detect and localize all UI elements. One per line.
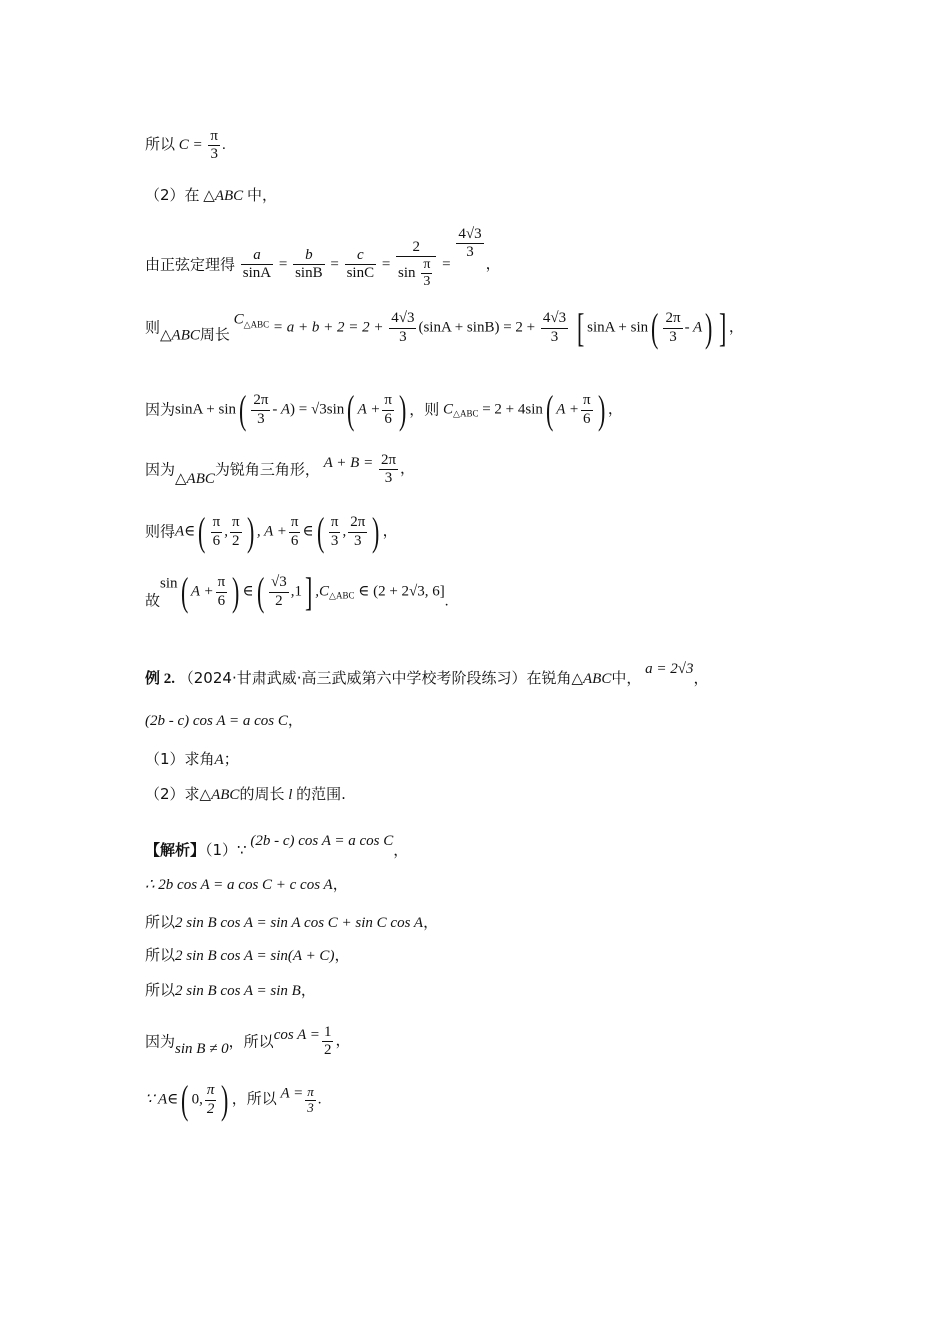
- text: （2）求△: [145, 785, 212, 803]
- fraction: $\frac{b}{\sin B}$: [295, 247, 323, 282]
- text: （2024·甘肃武威·高三武威第六中学校考阶段练习）在锐角△: [178, 669, 584, 687]
- math: 2 sin B cos A = sin A cos C + sin C cos A: [175, 915, 424, 931]
- example-2-header: 例 2. （2024·甘肃武威·高三武威第六中学校考阶段练习）在锐角△ABC中， a = 2√3，: [145, 661, 709, 687]
- line-acute: 因为△ABC为锐角三角形， A + B = $\frac{2\pi}{3}$ ，: [145, 452, 416, 488]
- question-2: （2）求△ABC的周长 l 的范围.: [145, 785, 346, 803]
- fraction: $\frac{a}{\sin A}$: [242, 247, 272, 282]
- example-2-condition: (2b - c) cos A = a cos C，: [145, 713, 303, 729]
- fraction: $\frac{4√3}{3}$: [458, 226, 482, 261]
- line-result-C: 所以 C = $\frac{\pi}{3}$ .: [145, 128, 226, 163]
- math: 2 sin B cos A = sin(A + C): [175, 948, 335, 964]
- fraction: $\frac{c}{\sin C}$: [346, 247, 375, 282]
- text: 周长: [199, 325, 230, 344]
- text: 故: [145, 591, 161, 610]
- text: 所以: [145, 135, 176, 154]
- fraction: 2 sin $\frac{\pi}{3}$: [396, 239, 436, 290]
- text: ，则: [409, 400, 440, 419]
- example-label: 例 2.: [145, 671, 176, 687]
- solution-label: 【解析】: [145, 841, 206, 859]
- math: 2 sin B cos A = sin B: [175, 983, 301, 999]
- math: C =: [178, 137, 203, 154]
- math: (2b - c) cos A = a cos C: [145, 713, 288, 729]
- math: ∴ 2b cos A = a cos C + c cos A: [145, 877, 333, 893]
- text: 为锐角三角形，: [214, 460, 320, 479]
- solution-step-6: ∵ A∈( 0, $\frac{\pi}{2}$ ) ，所以 A = $\frac{\pi}{3}$ .: [145, 1077, 322, 1122]
- fraction: $\frac{2\pi}{3}$: [380, 452, 397, 487]
- line-sine-law: 由正弦定理得 $\frac{a}{\sin A}$ = $\frac{b}{\sin B}$ = $\frac{c}{\sin C}$ = 2 sin $\frac{\pi}{3}$ = $\frac{4√3}{3}$ ，: [145, 226, 501, 290]
- fraction: $\frac{\pi}{3}$: [210, 128, 218, 163]
- line-part2-intro: [145, 188, 277, 204]
- triangle-symbol: △: [203, 188, 215, 204]
- text: （2）在: [145, 186, 200, 204]
- solution-step-2: 所以2 sin B cos A = sin A cos C + sin C cos A，: [145, 913, 439, 931]
- math: △ABC: [160, 327, 200, 344]
- question-1: （1）求角A；: [145, 750, 239, 768]
- fraction: $\frac{4√3}{3}$: [542, 310, 567, 345]
- line-perimeter: 则△ABC周长 $C^{\triangle ABC} = a + b + 2 = 2$ + $\frac{4√3}{3}$ (sinA + sinB) = 2 + $\frac{4√3}{3}$ [ sinA + sin( $\frac{2\pi}{3}$ - A) ] ，: [145, 305, 744, 350]
- text: 则得: [145, 522, 176, 541]
- line-simplify: 因为sinA + sin( $\frac{2\pi}{3}$ - A) = √3sin( A + $\frac{\pi}{6}$ ) ，则 $C_{\triangle ABC} = 2 + 4\sin$( A + $\frac{\pi}{6}$ ) ，: [145, 387, 623, 432]
- text: 因为: [145, 400, 176, 419]
- fraction: $\frac{4√3}{3}$: [391, 310, 415, 345]
- solution-step-5: 因为sin B ≠ 0，所以cos A = $\frac{1}{2}$ ，: [145, 1024, 351, 1059]
- text: 中，: [246, 186, 277, 204]
- text: 则: [145, 318, 161, 337]
- solution-start: 【解析】（1）∵ (2b - c) cos A = a cos C，: [145, 833, 409, 859]
- text: （1）∵: [205, 841, 247, 859]
- text: 由正弦定理得: [145, 255, 236, 274]
- text: （1）求角: [145, 750, 215, 768]
- solution-step-1: ∴ 2b cos A = a cos C + c cos A，: [145, 877, 348, 893]
- math: ABC: [214, 188, 244, 204]
- line-final-range: 故sin( A + $\frac{\pi}{6}$ ) ∈( $\frac{√3}{2}$ ,1] $,C_{\triangle ABC}$ ∈ (2 + 2√3, 6].: [145, 569, 449, 614]
- solution-step-4: 所以2 sin B cos A = sin B，: [145, 981, 316, 999]
- solution-step-3: 所以2 sin B cos A = sin(A + C)，: [145, 946, 350, 964]
- text: 因为: [145, 460, 176, 479]
- line-range-A: 则得A∈( $\frac{\pi}{6}$ , $\frac{\pi}{2}$ ) , A + $\frac{\pi}{6}$ ∈( $\frac{\pi}{3}$ , $\frac{2\pi}{3}$ ) ，: [145, 509, 398, 554]
